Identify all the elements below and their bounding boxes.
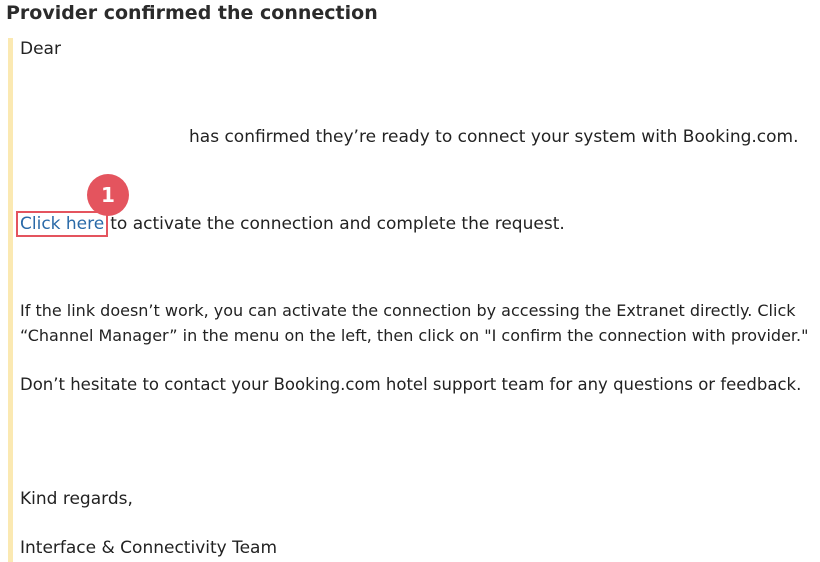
- activate-connection-link[interactable]: Click here: [20, 214, 105, 234]
- quote-bar: [8, 38, 13, 562]
- greeting-text: Dear: [20, 39, 61, 59]
- link-highlight-box: [16, 211, 108, 237]
- step-number-badge: 1: [87, 174, 129, 216]
- signature-text: Interface & Connectivity Team: [20, 538, 278, 558]
- closing-text: Kind regards,: [20, 489, 133, 509]
- fallback-text-line-2: “Channel Manager” in the menu on the left, then click on "I confirm the connection with provider.": [20, 326, 809, 345]
- fallback-text-line-1: If the link doesn’t work, you can activate the connection by accessing the Extranet directly. Click: [20, 301, 796, 320]
- confirmation-text: has confirmed they’re ready to connect your system with Booking.com.: [189, 127, 799, 147]
- support-text: Don’t hesitate to contact your Booking.com hotel support team for any questions or feedback.: [20, 375, 802, 394]
- email-title: Provider confirmed the connection: [6, 2, 378, 24]
- activation-text: to activate the connection and complete the request.: [110, 214, 565, 234]
